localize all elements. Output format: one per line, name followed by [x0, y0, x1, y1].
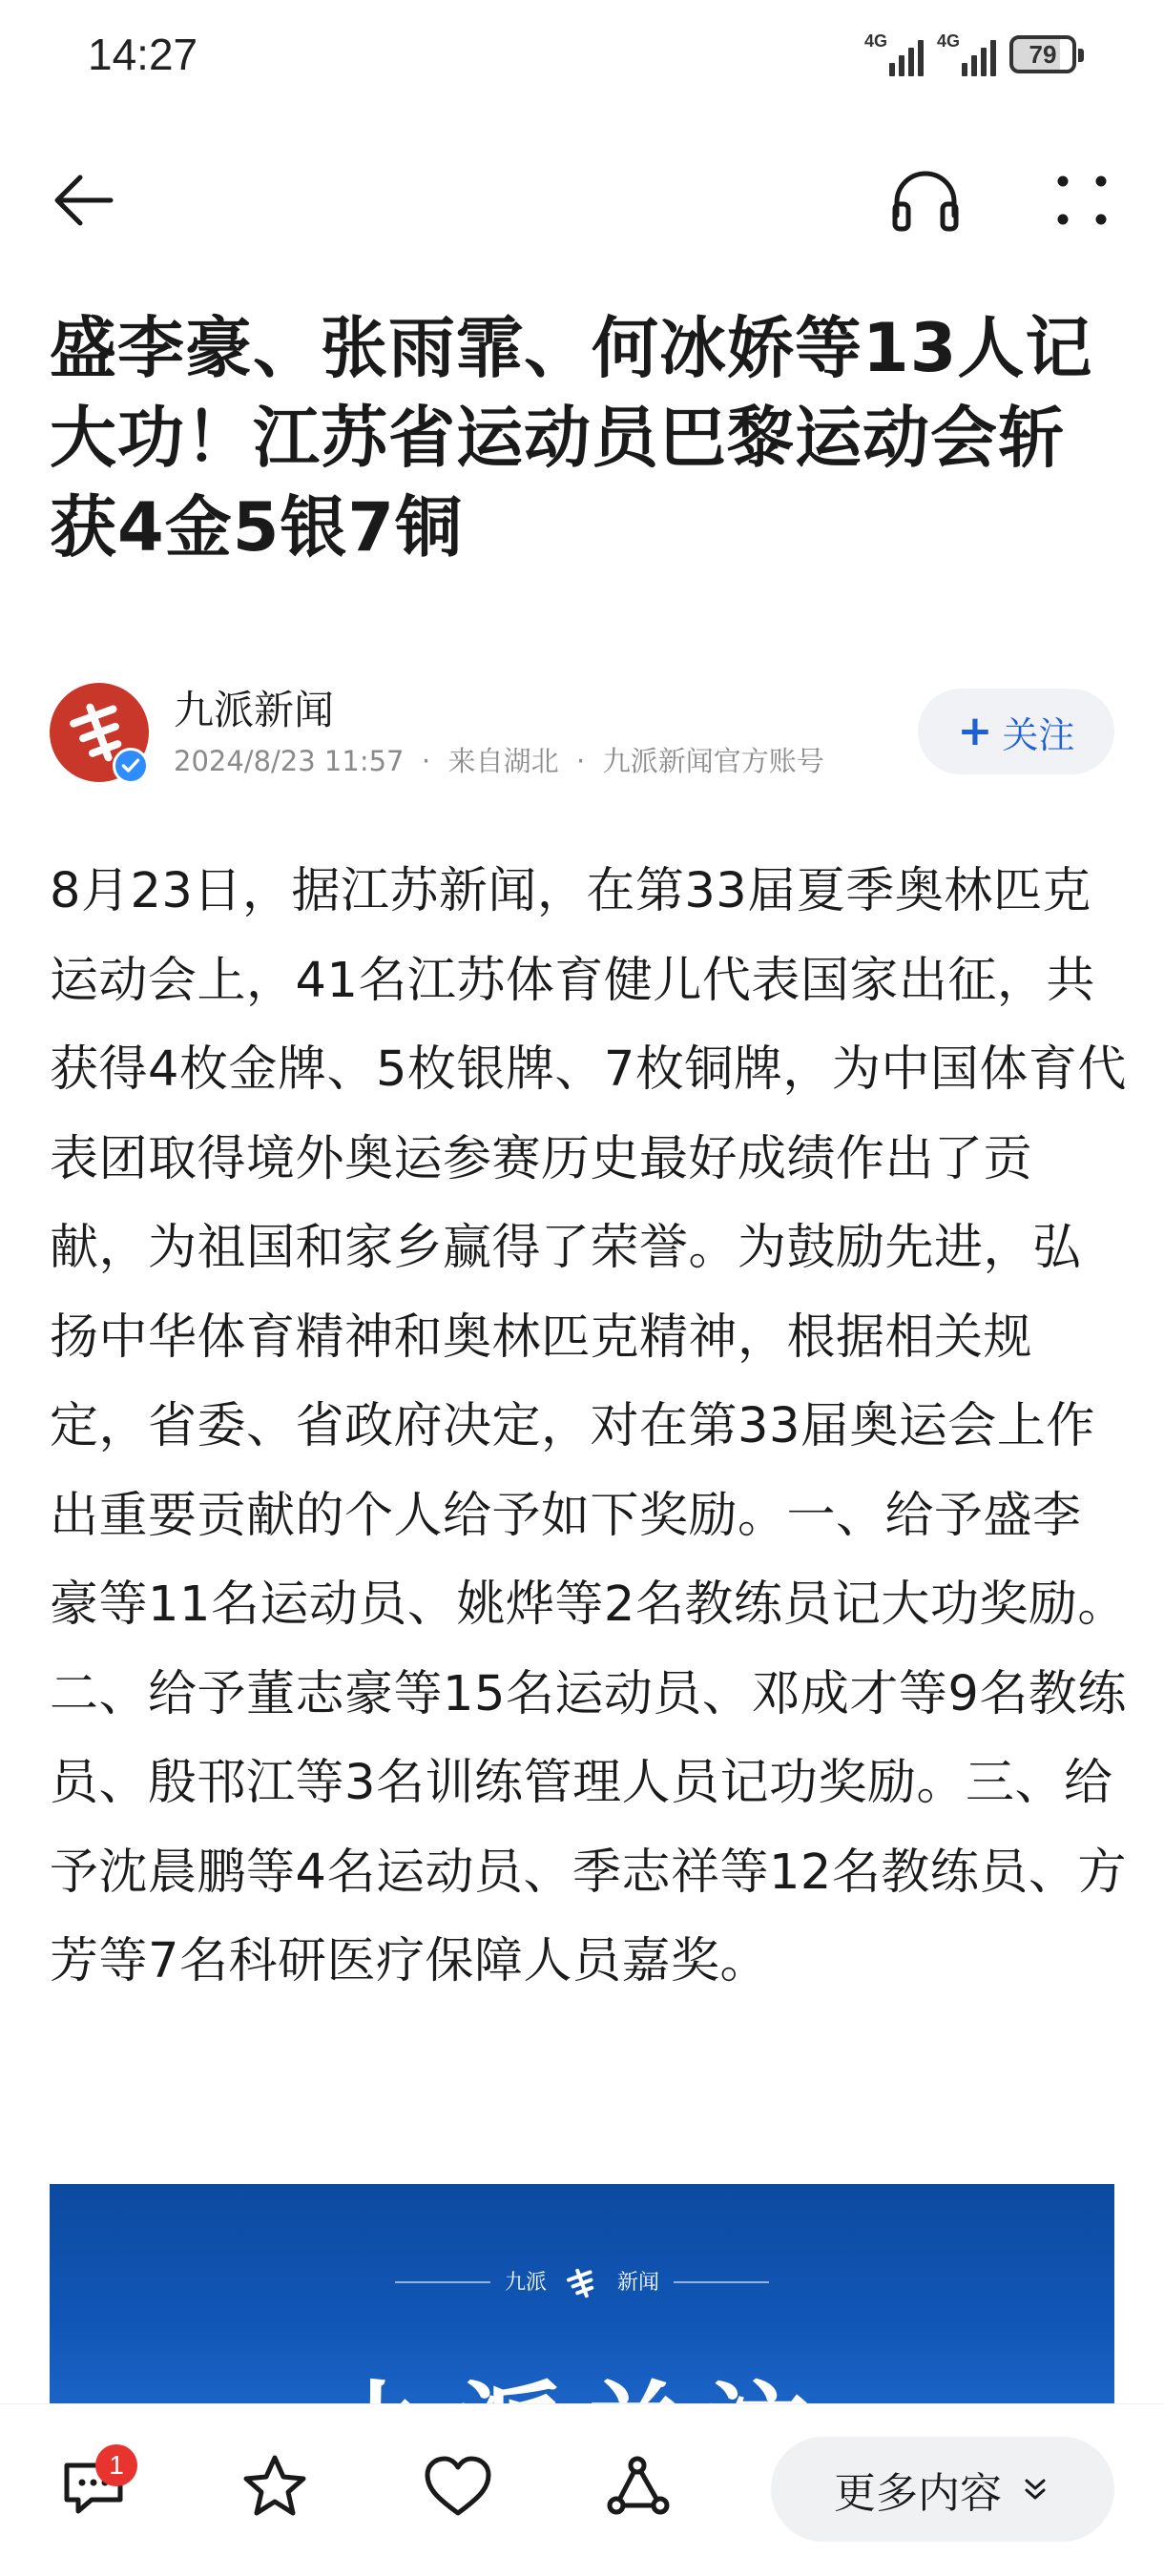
heart-icon[interactable] — [418, 2446, 498, 2526]
battery-icon — [1009, 35, 1076, 73]
network-type: 4G — [864, 31, 888, 51]
banner-brand-right: 新闻 — [617, 2271, 660, 2295]
banner-brand — [50, 2262, 1114, 2304]
chevron-down-icon — [1019, 2473, 1051, 2505]
article-banner-image[interactable] — [50, 2184, 1114, 2422]
back-arrow-icon[interactable] — [48, 162, 124, 238]
signal-icon — [937, 32, 996, 76]
top-nav — [0, 143, 1164, 258]
plus-icon: + — [957, 707, 993, 755]
share-icon[interactable] — [597, 2446, 677, 2526]
star-icon[interactable] — [235, 2446, 315, 2526]
bottom-action-bar — [0, 2403, 1164, 2576]
avatar[interactable] — [50, 683, 149, 782]
status-time: 14:27 — [88, 30, 198, 79]
follow-button[interactable] — [918, 689, 1114, 774]
more-dots-icon[interactable] — [1040, 160, 1120, 240]
comment-count-badge: 1 — [95, 2444, 137, 2486]
publish-location: 来自湖北 — [447, 745, 559, 777]
network-type: 4G — [937, 31, 961, 51]
more-content-button[interactable] — [771, 2437, 1114, 2542]
account-type: 九派新闻官方账号 — [602, 745, 824, 777]
more-content-label: 更多内容 — [834, 2469, 1002, 2518]
meta-separator: · — [576, 745, 586, 777]
battery-level: 79 — [1029, 39, 1057, 69]
meta-separator: · — [421, 745, 431, 777]
status-indicators — [864, 32, 1076, 76]
article-body: 8月23日，据江苏新闻，在第33届夏季奥林匹克运动会上，41名江苏体育健儿代表国家出征，共获得4枚金牌、5枚银牌、7枚铜牌，为中国体育代表团取得境外奥运参赛历史最好成绩作出了贡献，为祖国和家乡赢得了荣誉。为鼓励先进，弘扬中华体育精神和奥林匹克精神，根据相关规定，省委、省政府决定，对在第33届奥运会上作出重要贡献的个人给予如下奖励。一、给予盛李豪等11名运动员、姚烨等2名教练员记大功奖励。二、给予董志豪等15名运动员、邓成才等9名教练员、殷邗江等3名训练管理人员记功奖励。三、给予沈晨鹏等4名运动员、季志祥等12名教练员、方芳等7名科研医疗保障人员嘉奖。 — [50, 863, 1127, 1989]
verified-badge-icon — [113, 748, 149, 784]
author-meta — [174, 740, 824, 779]
status-bar — [0, 0, 1164, 114]
banner-brand-left: 九派 — [504, 2271, 547, 2295]
author-name[interactable]: 九派新闻 — [174, 687, 335, 733]
headphones-icon[interactable] — [885, 160, 966, 240]
publish-date: 2024/8/23 11:57 — [174, 745, 405, 777]
brand-logo-icon — [561, 2262, 603, 2304]
author-row — [50, 679, 1114, 793]
follow-label: 关注 — [1002, 713, 1075, 756]
article-title: 盛李豪、张雨霏、何冰娇等13人记大功！江苏省运动员巴黎运动会斩获4金5银7铜 — [50, 309, 1093, 567]
signal-icon — [864, 32, 924, 76]
